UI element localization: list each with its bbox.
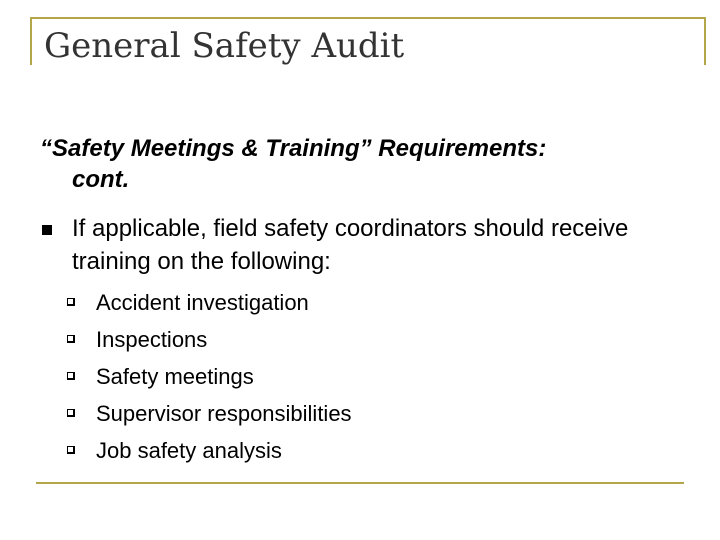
list-item — [96, 284, 352, 321]
list-item — [96, 321, 352, 358]
main-bullet-text: If applicable, field safety coordinators should receive training on the following: — [72, 215, 629, 275]
section-heading-line1: “Safety Meetings & Training” Requirements: — [40, 135, 547, 162]
filled-square-bullet-icon — [42, 225, 52, 235]
list-item-label: Job safety analysis — [96, 438, 282, 463]
hollow-square-bullet-icon — [67, 446, 75, 454]
section-heading — [40, 133, 700, 195]
list-item-label: Supervisor responsibilities — [96, 401, 352, 426]
hollow-square-bullet-icon — [67, 372, 75, 380]
training-topics-list — [96, 284, 352, 469]
hollow-square-bullet-icon — [67, 298, 75, 306]
main-bullet — [40, 212, 700, 278]
section-heading-line2: cont. — [72, 166, 130, 193]
hollow-square-bullet-icon — [67, 409, 75, 417]
title-rule-left — [30, 17, 32, 65]
hollow-square-bullet-icon — [67, 335, 75, 343]
list-item — [96, 395, 352, 432]
title-rule-top — [30, 17, 706, 19]
list-item — [96, 358, 352, 395]
slide-title: General Safety Audit — [44, 28, 408, 65]
list-item — [96, 432, 352, 469]
title-rule-right — [704, 17, 706, 65]
list-item-label: Accident investigation — [96, 290, 309, 315]
footer-rule — [36, 482, 684, 484]
list-item-label: Safety meetings — [96, 364, 254, 389]
list-item-label: Inspections — [96, 327, 208, 352]
